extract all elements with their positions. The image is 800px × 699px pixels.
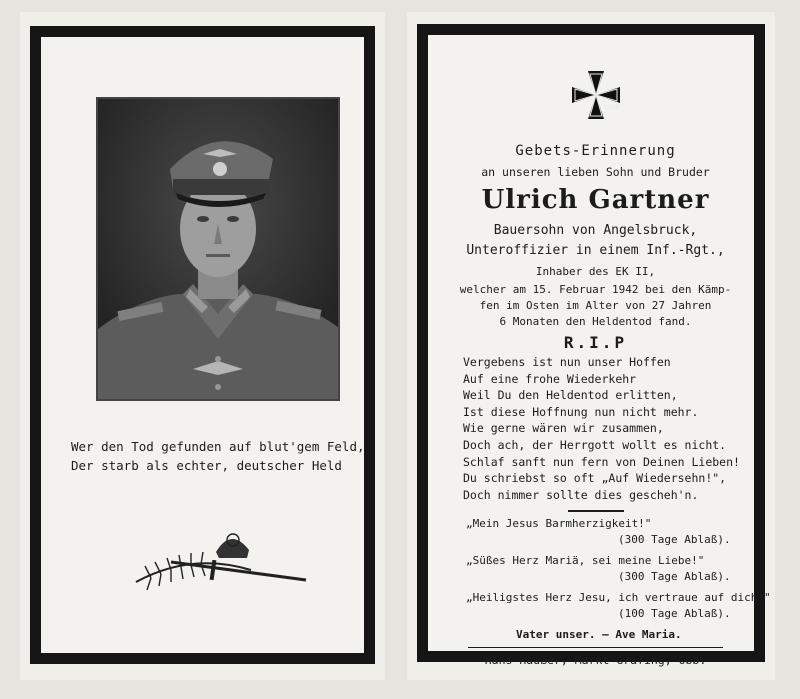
sword-and-wreath-emblem — [131, 522, 311, 602]
right-card — [407, 12, 775, 680]
soldier-portrait-photo — [96, 97, 340, 401]
portrait-image — [98, 99, 338, 399]
cross-year: 1939 — [604, 104, 620, 111]
epitaph-line-2: Der starb als echter, deutscher Held — [71, 458, 342, 473]
poem-line: Auf eine frohe Wiederkehr — [463, 371, 637, 386]
subheading: an unseren lieben Sohn und Bruder — [481, 165, 710, 179]
printer-divider — [468, 647, 723, 648]
poem-line: Doch ach, der Herrgott wollt es nicht. — [463, 437, 727, 452]
prayer-3-text: „Heiligstes Herz Jesu, ich vertraue auf dich!" — [466, 591, 771, 604]
origin-line: Bauersohn von Angelsbruck, — [493, 223, 698, 238]
rank-line: Unteroffizier in einem Inf.-Rgt., — [466, 243, 725, 258]
left-card — [20, 12, 385, 680]
poem-line: Doch nimmer sollte dies gescheh'n. — [463, 487, 699, 502]
divider — [568, 510, 624, 512]
poem-line: Du schriebst so oft „Auf Wiedersehn!", — [463, 471, 727, 486]
poem-line: Vergebens ist nun unser Hoffen — [463, 355, 671, 369]
rip-text: R.I.P — [563, 333, 628, 352]
prayer-1-indulgence: (300 Tage Ablaß). — [618, 533, 731, 546]
medal-line: Inhaber des EK II, — [535, 265, 656, 278]
prayer-2-text: „Süßes Herz Mariä, sei meine Liebe!" — [466, 554, 705, 567]
prayer-2-indulgence: (300 Tage Ablaß). — [618, 570, 731, 583]
death-line-3: 6 Monaten den Heldentod fand. — [499, 315, 692, 328]
poem-line: Weil Du den Heldentod erlitten, — [463, 388, 678, 403]
death-line-1: welcher am 15. Februar 1942 bei den Kämp- — [459, 283, 732, 296]
poem-line: Schlaf sanft nun fern von Deinen Lieben! — [463, 454, 740, 469]
memorial-poem — [463, 354, 763, 503]
right-card-frame — [417, 24, 771, 667]
epitaph — [71, 437, 371, 475]
left-card-frame — [30, 26, 375, 664]
closing-prayer: Vater unser. — Ave Maria. — [516, 628, 682, 641]
death-line-2: fen im Osten im Alter von 27 Jahren — [479, 299, 712, 312]
prayer-heading: Gebets-Erinnerung — [515, 143, 676, 159]
deceased-name: Ulrich Gartner — [481, 185, 710, 215]
poem-line: Ist diese Hoffnung nun nicht mehr. — [463, 404, 699, 419]
prayer-3-indulgence: (100 Tage Ablaß). — [618, 607, 731, 620]
prayer-1-text: „Mein Jesus Barmherzigkeit!" — [466, 517, 652, 530]
poem-line: Wie gerne wären wir zusammen, — [463, 421, 664, 436]
epitaph-line-1: Wer den Tod gefunden auf blut'gem Feld, — [71, 439, 365, 454]
printer-imprint: Hans Haußer, Markt Grafing, Obb. — [484, 653, 707, 667]
iron-cross-icon — [570, 69, 622, 121]
